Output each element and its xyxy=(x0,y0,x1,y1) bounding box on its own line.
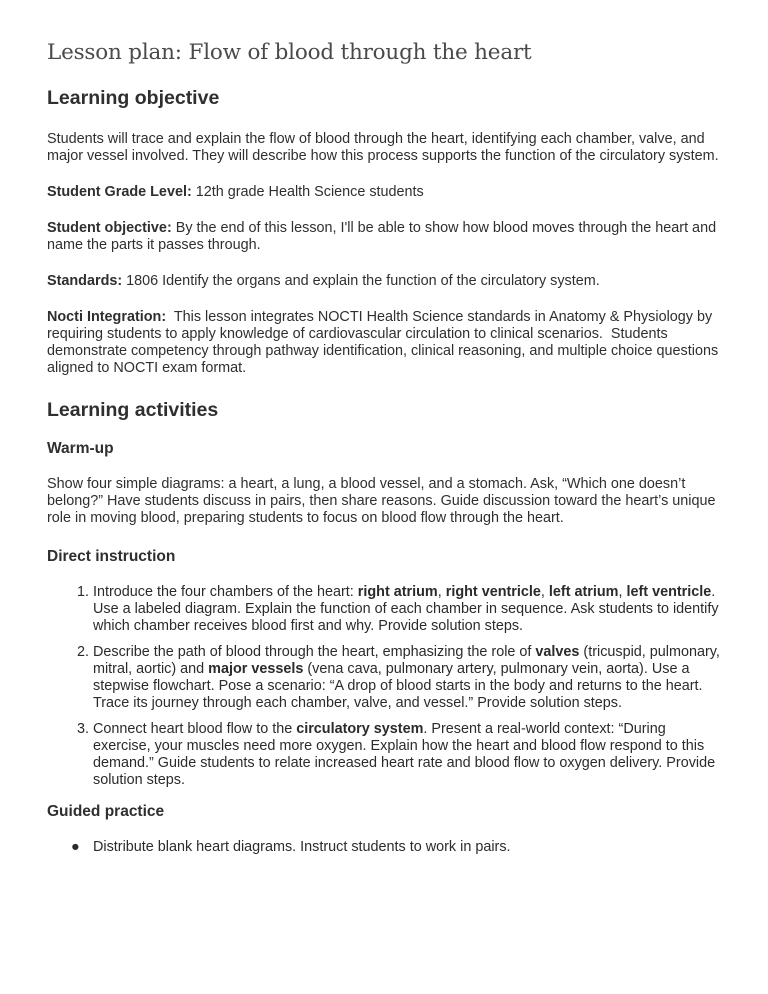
direct-instruction-list xyxy=(47,584,721,789)
item-text: Introduce the four chambers of the heart: xyxy=(93,584,358,600)
learning-objective-heading: Learning objective xyxy=(47,87,220,109)
item-text: Connect heart blood flow to the xyxy=(93,721,297,737)
direct-instruction-heading: Direct instruction xyxy=(47,548,176,565)
standards-label: Standards: xyxy=(47,273,123,289)
list-item xyxy=(71,839,721,856)
item-bold: left ventricle xyxy=(626,584,712,600)
page-title: Lesson plan: Flow of blood through the heart xyxy=(47,40,532,65)
item-text: , xyxy=(618,584,627,600)
grade-level-label: Student Grade Level: xyxy=(47,184,192,200)
warmup-text: Show four simple diagrams: a heart, a lung, a blood vessel, and a stomach. Ask, “Which one doesn’t belong?” Have students discuss in pairs, then share reasons. Guide discussion toward the heart’s unique role in moving blood, preparing students to focus on blood flow through the heart. xyxy=(47,476,716,526)
nocti-label: Nocti Integration: xyxy=(47,309,167,325)
item-bold: valves xyxy=(535,644,580,660)
student-objective-label: Student objective: xyxy=(47,220,172,236)
standards-paragraph xyxy=(47,273,721,290)
list-item xyxy=(93,584,721,635)
item-text: . Use a labeled diagram. Explain the function of each chamber in sequence. Ask students to identify which chamber receives blood first and why. Provide solution steps. xyxy=(93,584,719,634)
item-text: , xyxy=(540,584,549,600)
item-text: (tricuspid, pulmonary, mitral, aortic) and xyxy=(93,644,720,677)
learning-activities-heading: Learning activities xyxy=(47,399,219,421)
guided-practice-heading: Guided practice xyxy=(47,803,165,820)
nocti-paragraph xyxy=(47,309,721,377)
nocti-value: This lesson integrates NOCTI Health Science standards in Anatomy & Physiology by requiring students to apply knowledge of cardiovascular circulation to clinical scenarios. Students demonstrate competency through pathway identification, clinical reasoning, and multiple choice questions aligned to NOCTI exam format. xyxy=(47,309,723,376)
list-item xyxy=(93,721,721,789)
item-text: . Present a real-world context: “During exercise, your muscles need more oxygen. Explain how the heart and blood flow respond to this demand.” Guide students to relate increased heart rate and blood flow to oxygen delivery. Provide solution steps. xyxy=(93,721,716,788)
warmup-heading: Warm-up xyxy=(47,440,114,457)
grade-level-value: 12th grade Health Science students xyxy=(191,184,424,200)
item-bold: circulatory system xyxy=(296,721,424,737)
item-text: Distribute blank heart diagrams. Instruct students to work in pairs. xyxy=(93,839,511,855)
item-bold: left atrium xyxy=(548,584,619,600)
item-bold: major vessels xyxy=(208,661,304,677)
item-text: (vena cava, pulmonary artery, pulmonary vein, aorta). Use a stepwise flowchart. Pose a scenario: “A drop of blood starts in the body and returns to the heart. Trace its journey through each chamber, valve, and vessel.” Provide solution steps. xyxy=(93,661,703,711)
student-objective-paragraph xyxy=(47,220,721,254)
student-objective-value: By the end of this lesson, I'll be able to show how blood moves through the heart and name the parts it passes through. xyxy=(47,220,717,253)
grade-level-paragraph xyxy=(47,184,721,201)
item-bold: right ventricle xyxy=(445,584,541,600)
list-item xyxy=(93,644,721,712)
item-bold: right atrium xyxy=(357,584,438,600)
guided-practice-list xyxy=(47,839,721,856)
objective-intro: Students will trace and explain the flow of blood through the heart, identifying each chamber, valve, and major vessel involved. They will describe how this process supports the function of the circulatory system. xyxy=(47,131,719,164)
standards-value: 1806 Identify the organs and explain the function of the circulatory system. xyxy=(122,273,600,289)
item-text: , xyxy=(437,584,446,600)
bullet-icon: ● xyxy=(71,839,80,855)
item-text: Describe the path of blood through the heart, emphasizing the role of xyxy=(93,644,536,660)
